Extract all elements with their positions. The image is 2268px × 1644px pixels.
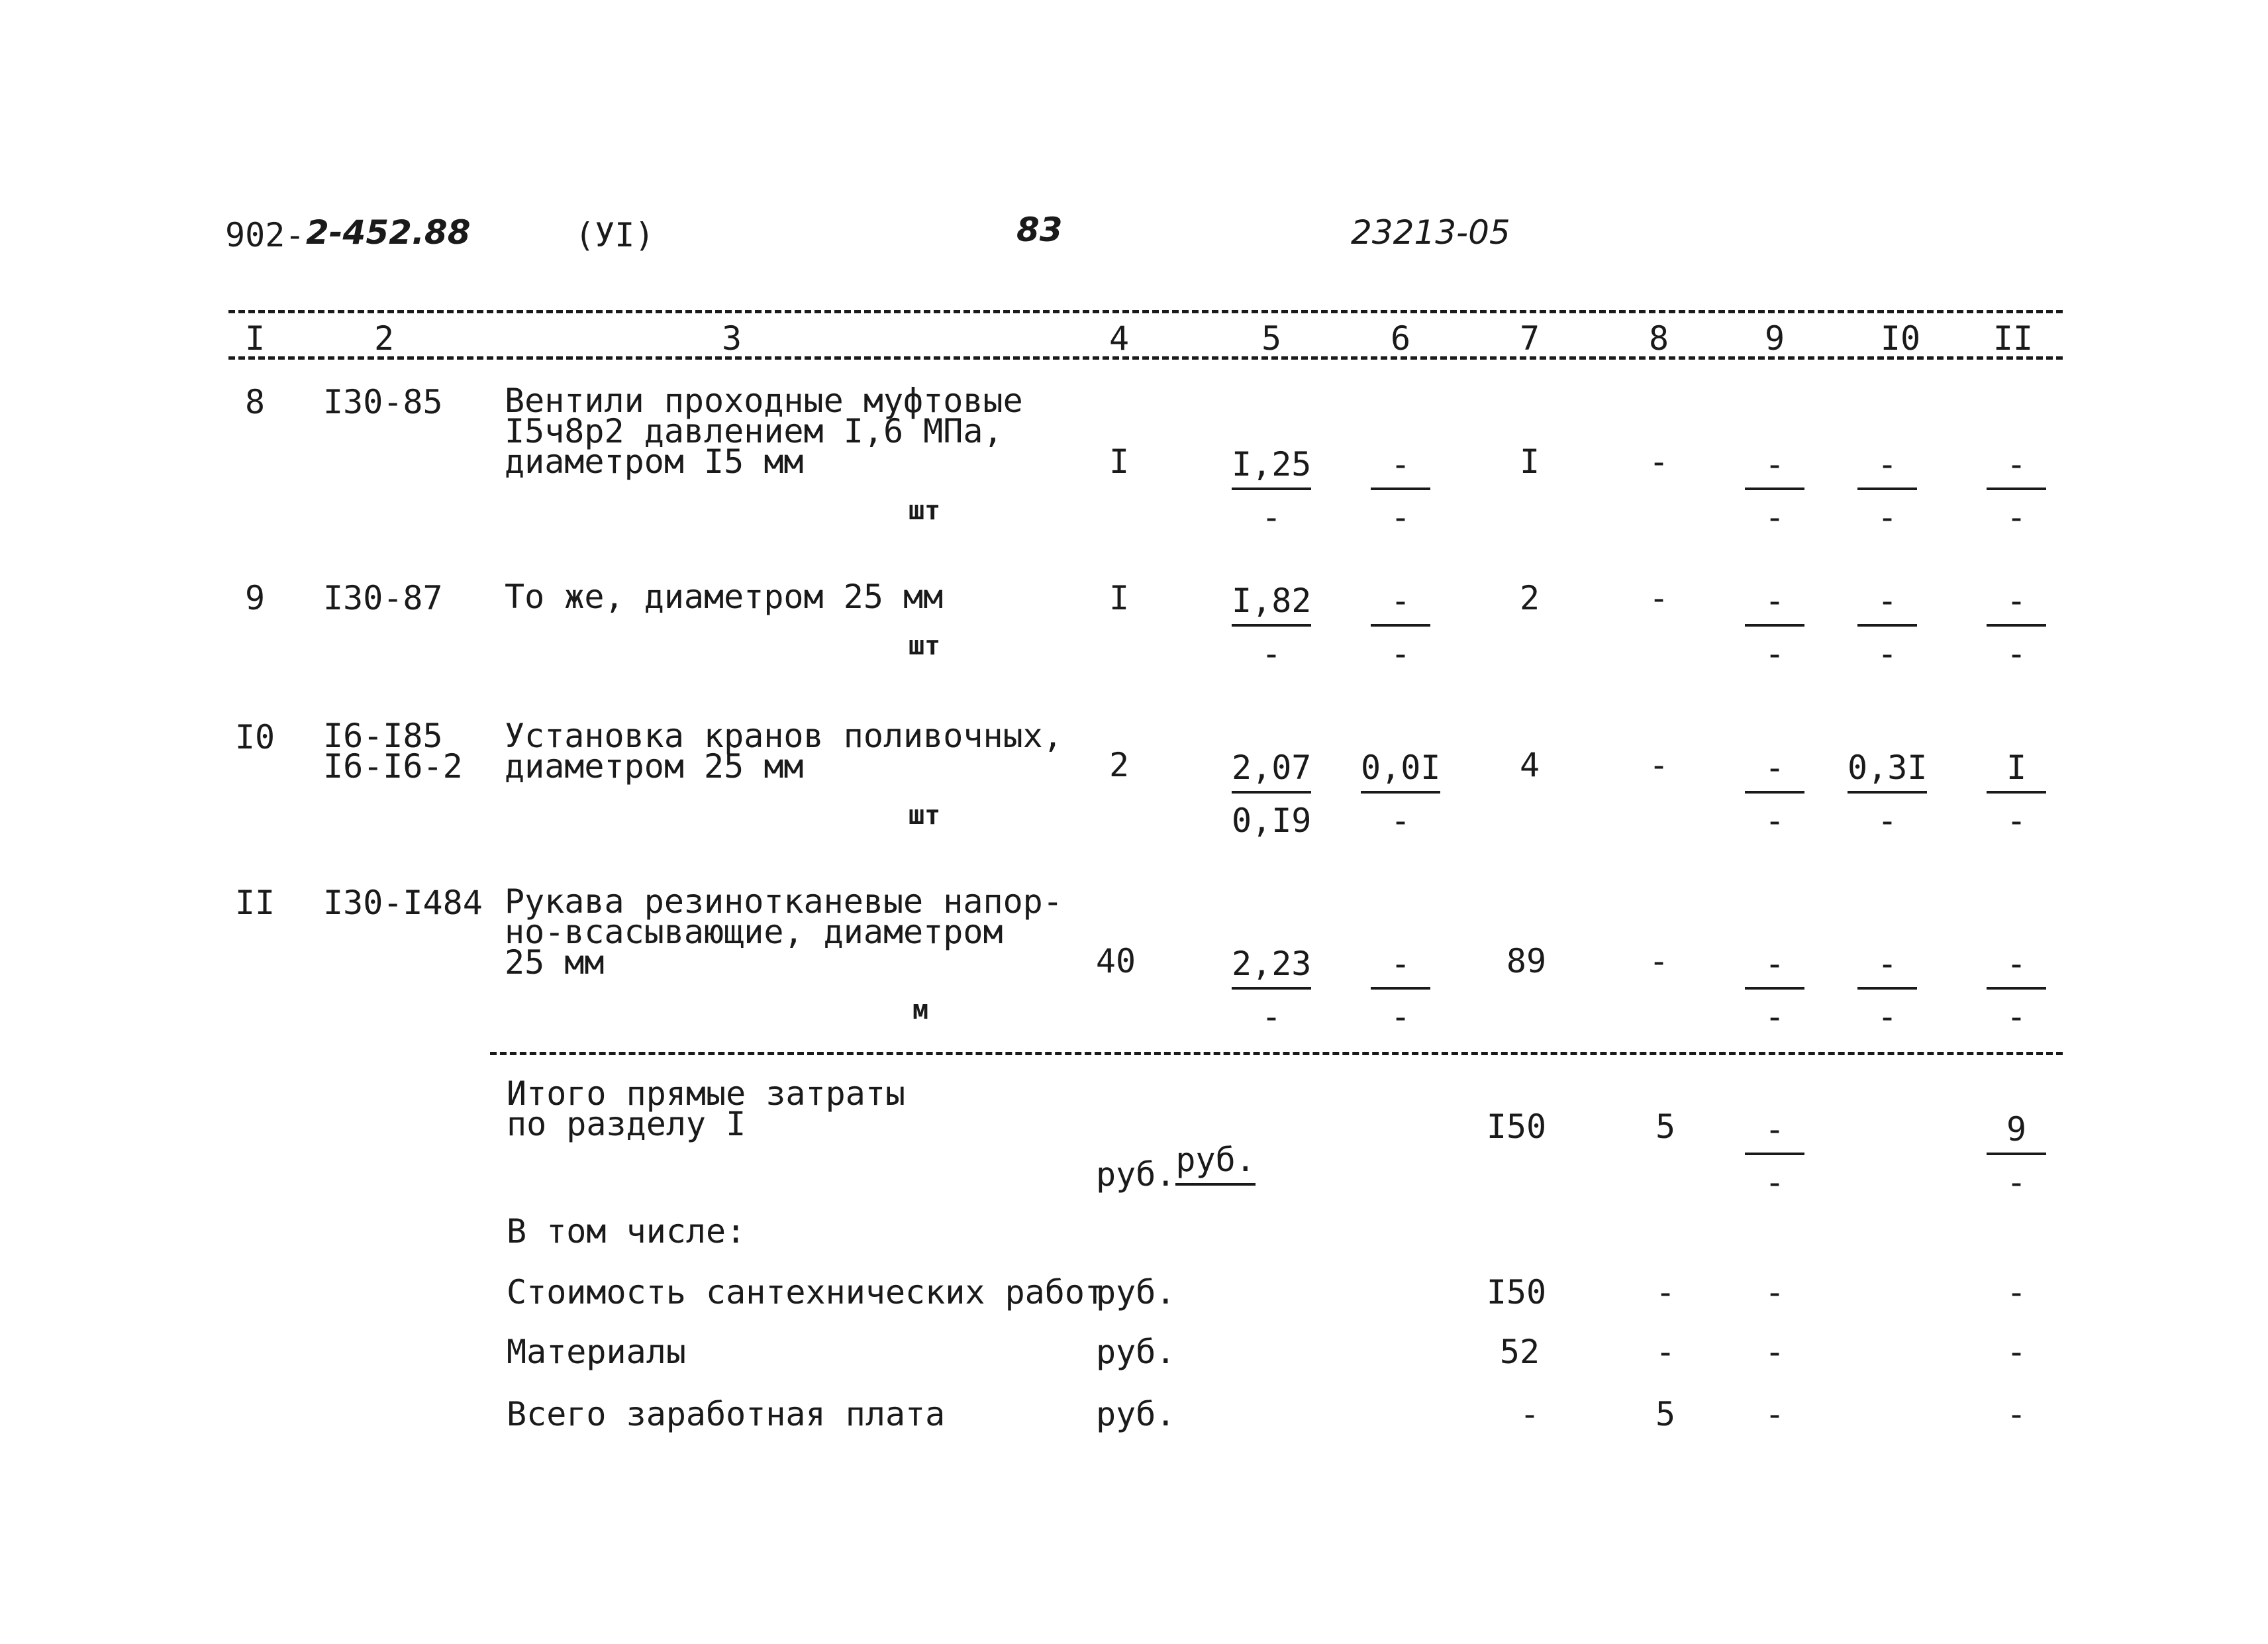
item-quantity: 2 <box>1109 746 1130 784</box>
price-code: I30-I484 <box>323 884 483 922</box>
col-header-3: 3 <box>721 319 742 358</box>
row-number: 8 <box>244 383 266 421</box>
col-header-2: 2 <box>373 319 395 358</box>
totals-col11: 9 - <box>1977 1110 2056 1202</box>
breakdown-col7: - <box>1519 1395 1540 1433</box>
breakdown-col7: I50 <box>1486 1273 1547 1311</box>
col11-value: - - <box>1977 945 2056 1036</box>
item-unit: м <box>912 995 929 1025</box>
col7-value: 2 <box>1519 579 1540 617</box>
breakdown-col9: - <box>1764 1395 1785 1433</box>
col-header-1: I <box>244 319 266 358</box>
row-number: I0 <box>234 718 275 756</box>
series-number: 2-452.88 <box>306 213 471 252</box>
totals-col9: - - <box>1735 1110 1814 1202</box>
col11-value: - - <box>1977 582 2056 673</box>
series-prefix: 902- <box>225 216 305 254</box>
breakdown-label: Материалы <box>507 1333 686 1371</box>
breakdown-col11: - <box>2006 1395 2027 1433</box>
breakdown-col11: - <box>2006 1273 2027 1311</box>
col5-value: 2,07 0,I9 <box>1232 748 1312 840</box>
header-rule-bottom <box>228 356 2063 360</box>
totals-separator <box>490 1052 2063 1055</box>
breakdown-col8: 5 <box>1655 1395 1676 1433</box>
price-code: I30-85 <box>323 383 443 421</box>
col-header-7: 7 <box>1519 319 1540 358</box>
col6-value: - - <box>1361 582 1440 673</box>
col9-value: - - <box>1735 748 1814 840</box>
col-header-11: II <box>1993 319 2034 358</box>
price-code: I6-I85 I6-I6-2 <box>323 717 463 786</box>
item-description: Вентили проходные муфтовые I5ч8р2 давлением I,6 МПа, диаметром I5 мм <box>505 382 1023 481</box>
col-header-6: 6 <box>1390 319 1411 358</box>
breakdown-col9: - <box>1764 1273 1785 1311</box>
col8-value: - <box>1648 579 1669 617</box>
col10-value: - - <box>1848 445 1927 537</box>
volume-number: (УI) <box>575 216 655 254</box>
item-quantity: I <box>1109 442 1130 481</box>
col-header-5: 5 <box>1261 319 1282 358</box>
row-number: II <box>234 884 275 922</box>
price-code: I30-87 <box>323 579 443 617</box>
totals-col7: I50 <box>1486 1107 1547 1146</box>
col10-value: - - <box>1848 945 1927 1036</box>
header-rule-top <box>228 310 2063 313</box>
breakdown-label: Всего заработная плата <box>507 1395 946 1433</box>
item-description: То же, диаметром 25 мм <box>505 578 944 616</box>
col8-value: - <box>1648 442 1669 481</box>
breakdown-unit: руб. <box>1096 1395 1176 1433</box>
col5-value: 2,23 - <box>1232 945 1312 1036</box>
col6-value: - - <box>1361 445 1440 537</box>
col-header-10: I0 <box>1880 319 1921 358</box>
col5-value: I,82 - <box>1232 582 1312 673</box>
col10-value: - - <box>1848 582 1927 673</box>
breakdown-col8: - <box>1655 1333 1676 1371</box>
item-quantity: I <box>1109 579 1130 617</box>
item-description: Рукава резинотканевые напор- но-всасывающие, диаметром 25 мм <box>505 882 1063 982</box>
totals-unit: руб. <box>1096 1110 1256 1209</box>
col10-value: 0,3I - <box>1848 748 1928 840</box>
item-unit: шт <box>909 495 941 526</box>
item-description: Установка кранов поливочных, диаметром 25 мм <box>505 717 1063 786</box>
col-header-8: 8 <box>1648 319 1669 358</box>
col-header-4: 4 <box>1109 319 1130 358</box>
item-unit: шт <box>909 631 941 661</box>
col7-value: 4 <box>1519 746 1540 784</box>
col8-value: - <box>1648 746 1669 784</box>
col9-value: - - <box>1735 582 1814 673</box>
col9-value: - - <box>1735 945 1814 1036</box>
page-number: 83 <box>1016 211 1063 249</box>
col11-value: - - <box>1977 445 2056 537</box>
breakdown-unit: руб. <box>1096 1273 1176 1311</box>
totals-unit-secondary: руб. <box>1096 1155 1176 1194</box>
item-unit: шт <box>909 800 941 831</box>
breakdown-label: Стоимость сантехнических работ <box>507 1273 1105 1311</box>
col6-value: 0,0I - <box>1361 748 1441 840</box>
breakdown-unit: руб. <box>1096 1333 1176 1371</box>
breakdown-col9: - <box>1764 1333 1785 1371</box>
totals-col8: 5 <box>1655 1107 1676 1146</box>
breakdown-col8: - <box>1655 1273 1676 1311</box>
col11-value: I - <box>1977 748 2056 840</box>
col7-value: I <box>1519 442 1540 481</box>
col8-value: - <box>1648 942 1669 980</box>
item-quantity: 40 <box>1095 942 1136 980</box>
breakdown-col11: - <box>2006 1333 2027 1371</box>
col9-value: - - <box>1735 445 1814 537</box>
document-code: 23213-05 <box>1351 213 1510 252</box>
col6-value: - - <box>1361 945 1440 1036</box>
col-header-9: 9 <box>1764 319 1785 358</box>
col7-value: 89 <box>1506 942 1547 980</box>
col5-value: I,25 - <box>1232 445 1312 537</box>
totals-label: Итого прямые затраты по разделу I <box>507 1074 906 1143</box>
row-number: 9 <box>244 579 266 617</box>
breakdown-col7: 52 <box>1499 1333 1540 1371</box>
including-label: В том числе: <box>507 1212 746 1251</box>
